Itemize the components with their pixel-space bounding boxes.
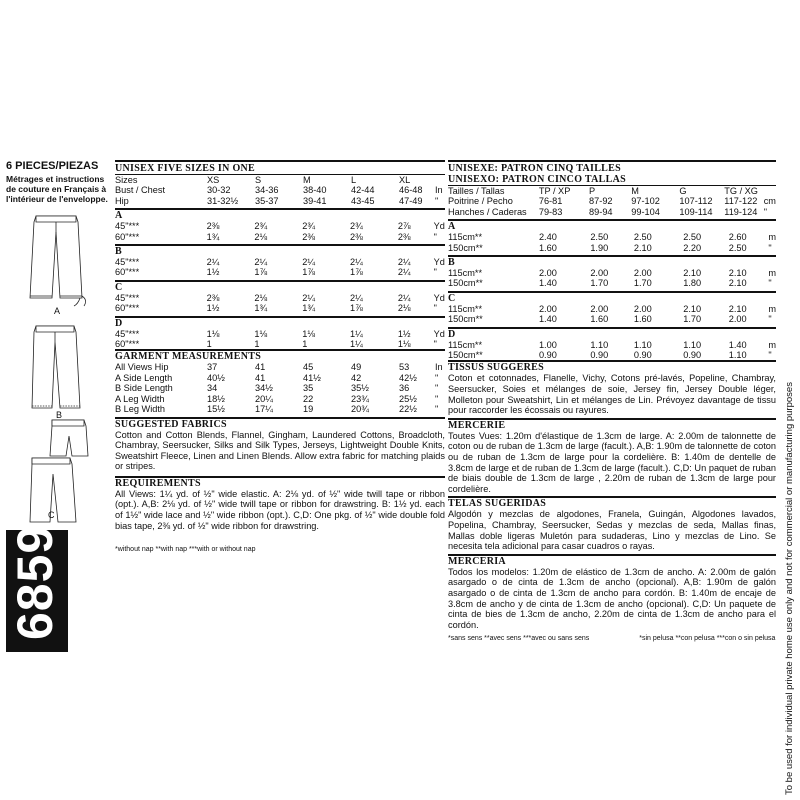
table-cell: 1.10 bbox=[728, 350, 747, 361]
table-row bbox=[115, 185, 445, 195]
requirements-title: REQUIREMENTS bbox=[115, 477, 201, 489]
table-cell: 35-37 bbox=[255, 195, 279, 206]
table-cell: 2⅜ bbox=[206, 221, 220, 232]
table-cell: 1.10 bbox=[590, 339, 609, 350]
table-cell: 2.50 bbox=[590, 232, 609, 243]
table-cell: 42 bbox=[351, 372, 362, 383]
table-cell: 2.00 bbox=[728, 314, 747, 325]
table-cell: 1.40 bbox=[538, 278, 557, 289]
table-cell: " bbox=[433, 339, 437, 350]
table-cell: " bbox=[768, 350, 772, 361]
table-cell: 1⅛ bbox=[206, 328, 220, 339]
table-row bbox=[448, 268, 776, 278]
table-cell: 1 bbox=[206, 339, 212, 350]
table-cell: 23¾ bbox=[351, 393, 369, 404]
table-cell: m bbox=[768, 232, 776, 243]
divider bbox=[448, 160, 776, 162]
table-cell: 2⅛ bbox=[254, 231, 268, 242]
table-cell: 2.00 bbox=[538, 303, 557, 314]
row-label: Hip bbox=[115, 195, 129, 206]
table-cell: 35½ bbox=[351, 383, 369, 394]
sizes-title: UNISEX FIVE SIZES IN ONE bbox=[115, 163, 256, 174]
table-cell: 1.40 bbox=[728, 339, 747, 350]
table-cell: 45 bbox=[303, 362, 314, 373]
table-cell: " bbox=[433, 231, 437, 242]
english-column bbox=[115, 160, 445, 554]
view-header: D bbox=[115, 317, 123, 329]
table-cell: 1¾ bbox=[254, 303, 268, 314]
table-row bbox=[448, 278, 776, 288]
table-cell: 37 bbox=[207, 362, 218, 373]
table-row bbox=[115, 221, 445, 231]
table-row bbox=[115, 362, 445, 372]
table-cell: 117-122 bbox=[724, 196, 758, 207]
view-header: B bbox=[115, 246, 122, 258]
telas-text: Algodón y mezclas de algodones, Franela, Guingán, Algodones lavados, Popelina, Chambray, Seersucker, Sedas y mezclas de seda, Mallas finas, Mallas doble ligeras Muletón para sudaderas, Lino y mezclas de Lino. Se necesita tela adicional para casar cuadros o rayas. bbox=[448, 509, 776, 552]
table-cell: 2¾ bbox=[350, 221, 363, 232]
table-cell: M bbox=[303, 175, 311, 185]
row-label: 45"*** bbox=[115, 328, 140, 339]
table-cell: Yd bbox=[433, 221, 445, 232]
table-cell: 99-104 bbox=[631, 206, 660, 217]
table-cell: 1⅛ bbox=[302, 328, 315, 339]
merceria-text: Todos los modelos: 1.20m de elástico de 1.3cm de ancho. A: 2.00m de galón asargado o de cinta de 1.3cm de ancho (opcional). A,B: 1.90m de galón asargado o de cinta de 1.3cm de ancho para cordón. B: 1.40m de encaje de 3.8cm de ancho y de cinta de 1.3cm de ancho (opcional). C,D: Un paquete de cinta de bies de 1.3cm de ancho, 2.20m de cinta de 1.3cm de ancho para el cordón. bbox=[448, 566, 776, 630]
table-cell: 1¼ bbox=[350, 339, 363, 350]
table-row bbox=[115, 373, 445, 383]
spanish-sizes-title: UNISEXO: PATRON CINCO TALLAS bbox=[448, 174, 626, 185]
table-cell: 2.10 bbox=[728, 303, 747, 314]
table-cell: 43-45 bbox=[351, 195, 375, 206]
table-cell: 22 bbox=[303, 393, 314, 404]
table-cell: 2¾ bbox=[302, 221, 315, 232]
table-cell: 2.10 bbox=[683, 303, 702, 314]
table-row bbox=[115, 394, 445, 404]
row-label: A Leg Width bbox=[115, 393, 165, 404]
view-illustrations bbox=[26, 210, 106, 530]
table-cell: 2.40 bbox=[538, 232, 557, 243]
table-cell: Yd bbox=[433, 328, 445, 339]
table-row bbox=[115, 293, 445, 303]
nap-footnote: *without nap **with nap ***with or without nap bbox=[115, 546, 256, 554]
table-cell: 107-112 bbox=[679, 196, 713, 207]
view-header: A bbox=[448, 221, 456, 233]
table-cell: 0.90 bbox=[538, 350, 557, 361]
table-cell: 1⅛ bbox=[397, 339, 411, 350]
table-cell: 1⅛ bbox=[254, 328, 268, 339]
yardage-table bbox=[115, 293, 445, 314]
table-cell: 2.00 bbox=[633, 268, 652, 279]
table-row bbox=[448, 207, 776, 217]
view-c-illustration bbox=[30, 420, 88, 522]
usage-disclaimer: To be used for individual private home use only and not for commercial or manufacturing purposes bbox=[784, 382, 795, 795]
table-cell: 1.80 bbox=[683, 278, 702, 289]
row-label: 60"*** bbox=[115, 339, 140, 350]
telas-title: TELAS SUGERIDAS bbox=[448, 498, 547, 510]
row-label: Hanches / Caderas bbox=[448, 206, 527, 217]
table-cell: TG / XG bbox=[724, 186, 758, 196]
tissus-text: Coton et cotonnades, Flanelle, Vichy, Cotons pré-lavés, Popeline, Chambray, Seersucker, Soies et mélanges de soie, Jersey fin, Jersey Double léger, Molleton pour Sweatshirt, Lin et mélanges de Lin. Prévoyez davantage de tissu pour raccorder les écossais ou rayures. bbox=[448, 373, 776, 416]
table-cell: 34½ bbox=[255, 383, 273, 394]
table-cell: 42-44 bbox=[351, 185, 375, 196]
suggested-fabrics-text: Cotton and Cotton Blends, Flannel, Gingham, Laundered Cottons, Broadcloth, Chambray, Seersucker, Silks and Silk Types, Jerseys, Lightweight Double Knits, Sweatshirt Fleece, Linen and Linen Blends. Allow extra fabric for matching plaids or stripes. bbox=[115, 429, 445, 472]
row-label: Bust / Chest bbox=[115, 185, 166, 196]
suggested-fabrics-title: SUGGESTED FABRICS bbox=[115, 418, 227, 430]
row-label: 45"*** bbox=[115, 221, 140, 232]
pants-illustrations bbox=[26, 210, 106, 530]
table-cell: " bbox=[433, 303, 437, 314]
table-cell: 0.90 bbox=[590, 350, 609, 361]
table-cell: 2¾ bbox=[254, 221, 268, 232]
table-cell: 2⅛ bbox=[397, 303, 411, 314]
view-label-c: C bbox=[48, 510, 55, 520]
table-cell: 1¼ bbox=[350, 328, 363, 339]
table-cell: 89-94 bbox=[589, 206, 613, 217]
row-label: 115cm** bbox=[448, 339, 483, 350]
table-row bbox=[115, 175, 445, 185]
view-label-b: B bbox=[56, 410, 63, 420]
table-cell: 2⅜ bbox=[397, 231, 411, 242]
table-row bbox=[448, 186, 776, 196]
row-label: A Side Length bbox=[115, 372, 173, 383]
table-cell: 1¾ bbox=[302, 303, 315, 314]
table-cell: " bbox=[763, 206, 767, 217]
table-cell: 1.10 bbox=[683, 339, 702, 350]
yardage-table bbox=[448, 232, 776, 253]
row-label: B Leg Width bbox=[115, 404, 166, 415]
table-cell: 40½ bbox=[207, 372, 225, 383]
table-cell: 42½ bbox=[399, 372, 417, 383]
table-cell: 2¼ bbox=[397, 267, 411, 278]
table-cell: 1.00 bbox=[538, 339, 557, 350]
table-cell: In bbox=[435, 185, 443, 196]
table-cell: XL bbox=[399, 175, 411, 185]
table-cell: G bbox=[679, 186, 687, 196]
table-cell: 18½ bbox=[207, 393, 225, 404]
table-cell: 39-41 bbox=[303, 195, 327, 206]
row-label: 60"*** bbox=[115, 267, 140, 278]
table-cell: 87-92 bbox=[589, 196, 613, 207]
pieces-info bbox=[6, 160, 110, 204]
table-row bbox=[448, 243, 776, 253]
sizes-table bbox=[115, 175, 445, 206]
table-cell: 1.70 bbox=[633, 278, 652, 289]
table-cell: 2.50 bbox=[683, 232, 702, 243]
table-cell: " bbox=[435, 383, 439, 394]
table-cell: 20¾ bbox=[351, 404, 369, 415]
table-cell: " bbox=[435, 393, 439, 404]
row-label: Sizes bbox=[115, 175, 138, 185]
french-sizes-title: UNISEXE: PATRON CINQ TAILLES bbox=[448, 163, 621, 174]
table-cell: 1½ bbox=[206, 303, 220, 314]
table-cell: " bbox=[768, 242, 772, 253]
table-row bbox=[115, 267, 445, 277]
metric-sizes-table bbox=[448, 186, 776, 217]
table-cell: 2¼ bbox=[302, 257, 315, 268]
table-row bbox=[448, 232, 776, 242]
table-cell: 2.50 bbox=[728, 242, 747, 253]
yardage-table bbox=[115, 329, 445, 350]
table-cell: 53 bbox=[399, 362, 410, 373]
table-cell: 2¼ bbox=[206, 257, 220, 268]
table-cell: 2.00 bbox=[633, 303, 652, 314]
table-cell: 47-49 bbox=[399, 195, 423, 206]
table-cell: 2¼ bbox=[350, 257, 363, 268]
view-header: C bbox=[448, 292, 456, 304]
table-cell: 36 bbox=[399, 383, 410, 394]
table-cell: 2.60 bbox=[728, 232, 747, 243]
table-cell: TP / XP bbox=[538, 186, 571, 196]
yardage-tables bbox=[115, 208, 445, 349]
table-cell: In bbox=[435, 362, 443, 373]
table-cell: 34 bbox=[207, 383, 218, 394]
yardage-table bbox=[448, 304, 776, 325]
table-cell bbox=[435, 175, 445, 185]
table-cell: 2.10 bbox=[683, 268, 702, 279]
table-cell: M bbox=[631, 186, 639, 196]
garment-measurements-table bbox=[115, 362, 445, 414]
row-label: 45"*** bbox=[115, 292, 140, 303]
table-cell: 2¼ bbox=[397, 257, 411, 268]
table-cell: 2⅜ bbox=[206, 292, 220, 303]
row-label: Tailles / Tallas bbox=[448, 186, 505, 196]
table-cell: " bbox=[433, 267, 437, 278]
tissus-title: TISSUS SUGGERES bbox=[448, 362, 544, 374]
mercerie-title: MERCERIE bbox=[448, 419, 506, 431]
table-cell: 1¾ bbox=[206, 231, 220, 242]
table-cell: " bbox=[435, 404, 439, 415]
yardage-table bbox=[448, 268, 776, 289]
table-row bbox=[448, 304, 776, 314]
view-label-a: A bbox=[54, 306, 61, 316]
table-row bbox=[115, 232, 445, 242]
table-cell: 109-114 bbox=[679, 206, 713, 217]
table-cell: 2⅜ bbox=[302, 231, 315, 242]
table-cell: 15½ bbox=[207, 404, 225, 415]
table-cell: 1⅞ bbox=[350, 267, 363, 278]
table-cell: m bbox=[768, 303, 776, 314]
table-row bbox=[115, 404, 445, 414]
table-cell: 25½ bbox=[399, 393, 417, 404]
yardage-table bbox=[115, 221, 445, 242]
table-cell: 79-83 bbox=[538, 206, 563, 217]
view-header: C bbox=[115, 281, 123, 293]
view-b-illustration bbox=[32, 326, 80, 408]
table-cell: S bbox=[255, 175, 262, 185]
pattern-number: 6859 bbox=[7, 524, 63, 640]
table-cell: 1.90 bbox=[590, 242, 609, 253]
table-cell: P bbox=[589, 186, 596, 196]
table-cell: 1 bbox=[302, 339, 308, 350]
table-row bbox=[115, 383, 445, 393]
table-cell: 38-40 bbox=[303, 185, 327, 196]
table-cell: 22½ bbox=[399, 404, 417, 415]
table-cell: 76-81 bbox=[538, 196, 563, 207]
row-label: 115cm** bbox=[448, 268, 483, 279]
table-cell: 1.10 bbox=[633, 339, 652, 350]
french-instructions-note: Métrages et instructions de couture en Français à l'intérieur de l'enveloppe. bbox=[6, 174, 108, 204]
table-cell: 2¼ bbox=[350, 292, 363, 303]
table-cell: 2.10 bbox=[728, 268, 747, 279]
table-row bbox=[115, 339, 445, 349]
row-label: 150cm** bbox=[448, 278, 483, 289]
table-cell: " bbox=[768, 314, 772, 325]
table-cell: 1⅞ bbox=[302, 267, 315, 278]
row-label: 150cm** bbox=[448, 314, 483, 325]
table-row bbox=[115, 329, 445, 339]
table-cell: 2⅜ bbox=[350, 231, 363, 242]
table-cell: 1.60 bbox=[633, 314, 652, 325]
table-cell: 2.50 bbox=[633, 232, 652, 243]
table-cell: 1 bbox=[254, 339, 260, 350]
table-cell: 1⅞ bbox=[254, 267, 268, 278]
table-cell: 1.70 bbox=[590, 278, 609, 289]
table-cell: 1.40 bbox=[538, 314, 557, 325]
row-label: 60"*** bbox=[115, 303, 140, 314]
row-label: Poitrine / Pecho bbox=[448, 196, 513, 207]
row-label: All Views Hip bbox=[115, 362, 169, 373]
yardage-table bbox=[448, 340, 776, 361]
table-cell: m bbox=[768, 339, 776, 350]
table-cell: Yd bbox=[433, 292, 445, 303]
table-cell: 2¼ bbox=[254, 257, 268, 268]
french-nap-footnote: *sans sens **avec sens ***avec ou sans sens bbox=[448, 635, 590, 643]
table-cell: 30-32 bbox=[207, 185, 231, 196]
table-cell: 35 bbox=[303, 383, 314, 394]
table-cell: 34-36 bbox=[255, 185, 279, 196]
table-cell: m bbox=[768, 268, 776, 279]
table-cell: 2.20 bbox=[683, 242, 702, 253]
french-spanish-column bbox=[448, 160, 776, 643]
table-cell: 1⅞ bbox=[350, 303, 363, 314]
table-cell: cm bbox=[763, 196, 776, 207]
table-cell: 41½ bbox=[303, 372, 321, 383]
table-cell: 2.00 bbox=[538, 268, 557, 279]
table-cell: 20¼ bbox=[255, 393, 273, 404]
view-header: B bbox=[448, 257, 455, 269]
table-cell: 2.00 bbox=[590, 268, 609, 279]
table-cell: 1.70 bbox=[683, 314, 702, 325]
table-cell: 2⅞ bbox=[397, 221, 411, 232]
table-cell: 2.00 bbox=[590, 303, 609, 314]
table-cell: " bbox=[435, 372, 439, 383]
table-cell: 2¼ bbox=[397, 292, 411, 303]
spanish-nap-footnote: *sin pelusa **con pelusa ***con o sin pelusa bbox=[639, 635, 776, 643]
table-cell: 41 bbox=[255, 362, 266, 373]
table-cell: 1½ bbox=[397, 328, 411, 339]
row-label: 60"*** bbox=[115, 231, 140, 242]
table-cell: 41 bbox=[255, 372, 266, 383]
table-cell: 0.90 bbox=[683, 350, 702, 361]
table-cell: Yd bbox=[433, 257, 445, 268]
table-cell: 1.60 bbox=[538, 242, 557, 253]
pieces-count: 6 PIECES/PIEZAS bbox=[6, 160, 99, 172]
table-row bbox=[448, 314, 776, 324]
table-row bbox=[448, 350, 776, 360]
table-cell: 31-32½ bbox=[207, 195, 239, 206]
mercerie-text: Toutes Vues: 1.20m d'élastique de 1.3cm de large. A: 2.00m de talonnette de coton ou de ruban de 1.3cm de large (facult.). A,B: 1.90m de talonnette de coton ou de ruban de 1.3cm de large pour la cordelière. B: 1.40m de dentelle de 3.8cm de large et de ruban de 1.3cm de large (facult.). C,D: Un paquet de ruban de biais double de 1.3cm de large , 2.20m de ruban de 1.3cm de large pour cordelière. bbox=[448, 430, 776, 494]
table-cell: 1½ bbox=[206, 267, 220, 278]
table-cell: 17¼ bbox=[255, 404, 273, 415]
table-cell: XS bbox=[207, 175, 220, 185]
table-cell: 2.10 bbox=[728, 278, 747, 289]
table-row bbox=[115, 257, 445, 267]
table-cell: L bbox=[351, 175, 357, 185]
view-a-illustration bbox=[30, 216, 86, 306]
row-label: 115cm** bbox=[448, 303, 483, 314]
garment-measurements-title: GARMENT MEASUREMENTS bbox=[115, 351, 262, 363]
table-cell: 97-102 bbox=[631, 196, 660, 207]
table-cell: " bbox=[435, 195, 439, 206]
table-row bbox=[448, 196, 776, 206]
table-cell bbox=[764, 186, 776, 196]
yardage-table bbox=[115, 257, 445, 278]
table-row bbox=[115, 196, 445, 206]
requirements-text: All Views: 1¼ yd. of ½" wide elastic. A: 2⅛ yd. of ½" wide twill tape or ribbon (opt.). A,B: 2⅛ yd. of ½" wide twill tape or ribbon for drawstring. B: 1½ yd. each of 1½" wide lace and ½" wide ribbon (opt.). C,D: One pkg. of ½" wide double fold bias tape, 2⅜ yd. of ½" wide ribbon for drawstring. bbox=[115, 488, 445, 531]
merceria-title: MERCERIA bbox=[448, 555, 506, 567]
table-row bbox=[448, 340, 776, 350]
table-cell: 2.10 bbox=[633, 242, 652, 253]
row-label: 150cm** bbox=[448, 242, 483, 253]
table-row bbox=[115, 303, 445, 313]
table-cell: 119-124 bbox=[724, 206, 758, 217]
table-cell: 49 bbox=[351, 362, 362, 373]
table-cell: 2¼ bbox=[302, 292, 315, 303]
divider bbox=[115, 160, 445, 162]
table-cell: " bbox=[768, 278, 772, 289]
row-label: B Side Length bbox=[115, 383, 173, 394]
row-label: 115cm** bbox=[448, 232, 483, 243]
row-label: 45"*** bbox=[115, 257, 140, 268]
table-cell: 1.60 bbox=[590, 314, 609, 325]
view-header: A bbox=[115, 210, 123, 222]
table-cell: 19 bbox=[303, 404, 314, 415]
table-cell: 2⅛ bbox=[254, 292, 268, 303]
view-header: D bbox=[448, 328, 456, 340]
metric-yardage-tables bbox=[448, 219, 776, 360]
table-cell: 46-48 bbox=[399, 185, 423, 196]
table-cell: 0.90 bbox=[633, 350, 652, 361]
row-label: 150cm** bbox=[448, 350, 483, 361]
